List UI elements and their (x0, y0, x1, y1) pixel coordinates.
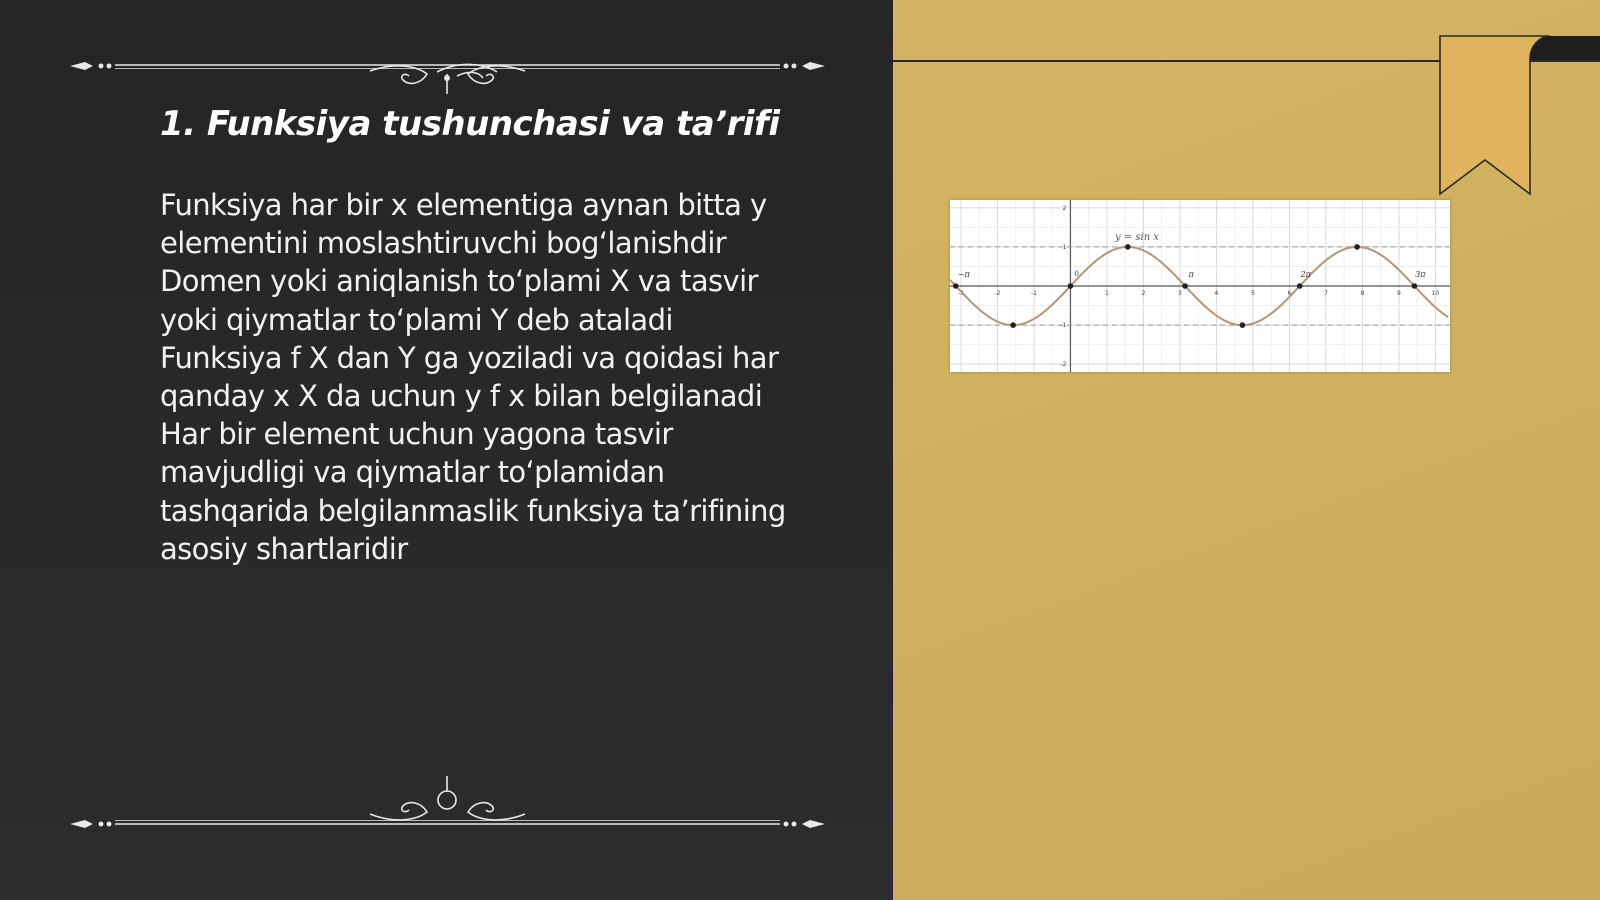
x-tick-label: 3 (1178, 290, 1182, 297)
key-point (953, 283, 959, 289)
pi-label: 2π (1300, 270, 1311, 279)
function-label: y = sin x (1115, 232, 1159, 243)
body-line: yoki qiymatlar to‘plami Y deb ataladi (160, 302, 673, 337)
y-tick-label: 1 (1062, 243, 1067, 251)
bookmark-ribbon (1430, 34, 1600, 204)
x-tick-label: 4 (1214, 290, 1219, 297)
body-line: Domen yoki aniqlanish to‘plami X va tasvir (160, 264, 758, 299)
body-line: asosiy shartlaridir (160, 531, 408, 566)
body-line: Har bir element uchun yagona tasvir (160, 417, 673, 452)
origin-label: 0 (1074, 270, 1079, 278)
key-point (1182, 283, 1188, 289)
x-tick-label: 8 (1360, 290, 1365, 297)
key-point (1125, 244, 1131, 250)
pi-label: −π (957, 270, 970, 279)
x-tick-label: 9 (1396, 290, 1401, 297)
body-line: elementini moslashtiruvchi bog‘lanishdir (160, 226, 727, 261)
y-tick-label: -2 (1060, 361, 1067, 369)
pi-label: 3π (1415, 270, 1426, 279)
body-line: qanday x X da uchun y f x bilan belgilanadi (160, 379, 763, 414)
pi-label: π (1188, 270, 1194, 279)
x-tick-label: 5 (1251, 290, 1255, 297)
y-tick-label: -1 (1060, 322, 1067, 330)
bottom-ornament (65, 772, 830, 832)
x-tick-label: -1 (1030, 290, 1037, 297)
key-point (1240, 322, 1246, 328)
body-line: mavjudligi va qiymatlar to‘plamidan (160, 455, 665, 490)
key-point (1068, 283, 1074, 289)
graph-axes (950, 200, 1450, 372)
body-line: tashqarida belgilanmaslik funksiya ta’rifining (160, 493, 786, 528)
x-tick-label: 10 (1431, 290, 1440, 297)
slide-body (160, 186, 840, 568)
key-point (1412, 283, 1418, 289)
sine-graph (950, 200, 1450, 372)
x-tick-label: 2 (1141, 290, 1146, 297)
x-tick-label: -3 (957, 290, 964, 297)
slide-title: 1. Funksiya tushunchasi va ta’rifi (160, 104, 780, 144)
x-tick-label: -2 (994, 290, 1001, 297)
body-line: Funksiya har bir x elementiga aynan bitta y (160, 188, 767, 222)
x-tick-label: 7 (1323, 290, 1328, 297)
y-tick-label: 2 (1062, 204, 1067, 212)
key-point (1010, 322, 1016, 328)
key-point (1354, 244, 1360, 250)
x-tick-label: 1 (1105, 290, 1109, 297)
x-tick-label: 6 (1287, 290, 1292, 297)
top-ornament (65, 38, 830, 98)
key-point (1297, 283, 1303, 289)
body-line: Funksiya f X dan Y ga yoziladi va qoidasi har (160, 340, 779, 375)
